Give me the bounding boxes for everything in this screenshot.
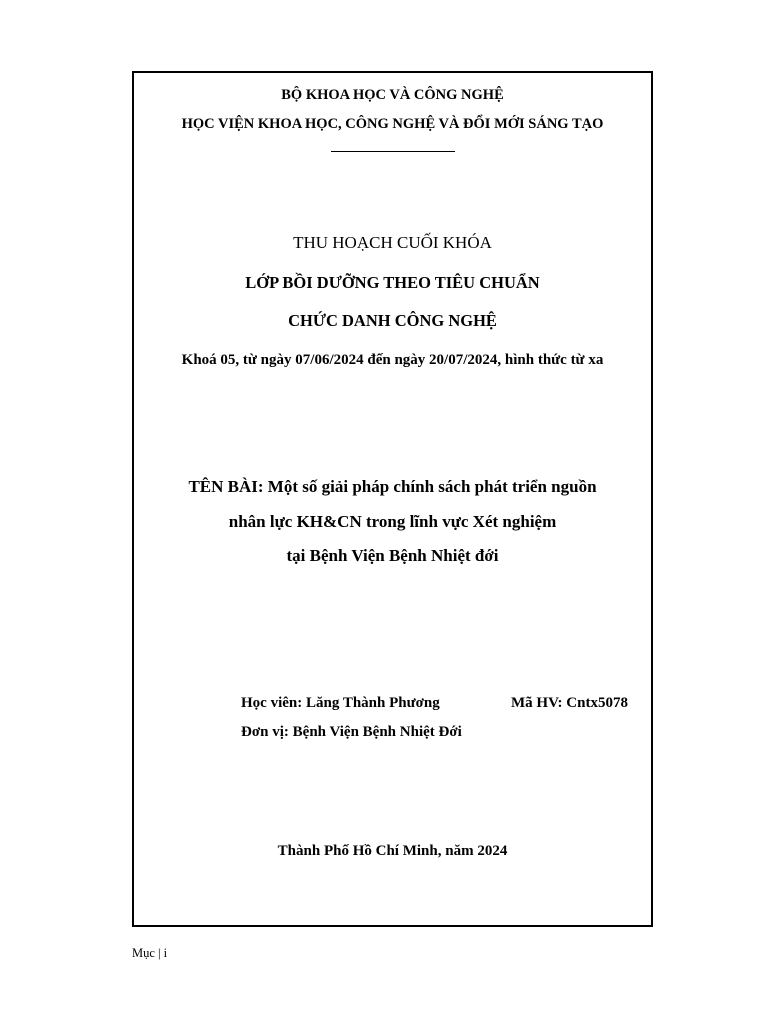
course-info: Khoá 05, từ ngày 07/06/2024 đến ngày 20/07/2024, hình thức từ xa [181,352,604,368]
report-title-line3: tại Bệnh Viện Bệnh Nhiệt đới [286,546,499,565]
student-unit-label: Đơn vị: [241,724,289,740]
student-unit-row [241,724,462,741]
student-unit: Bệnh Viện Bệnh Nhiệt Đới [292,724,462,740]
course-name-line1: LỚP BỒI DƯỠNG THEO TIÊU CHUẨN [245,273,540,292]
student-name-row [241,695,440,712]
student-name-label: Học viên: [241,695,303,711]
page-footer: Mục | i [132,946,168,960]
cover-page-border [132,71,653,927]
header-divider [331,151,455,152]
course-name-line2: CHỨC DANH CÔNG NGHỆ [288,311,497,330]
student-id-row [511,695,628,712]
student-id-label: Mã HV: [511,695,563,711]
student-id: Cntx5078 [566,695,628,711]
report-title-text: Một số giải pháp chính sách phát triển nguồn [267,477,597,496]
ministry-heading: BỘ KHOA HỌC VÀ CÔNG NGHỆ [281,87,504,103]
report-title-line1 [134,477,651,497]
report-type: THU HOẠCH CUỐI KHÓA [293,233,492,252]
report-title-line2: nhân lực KH&CN trong lĩnh vực Xét nghiệm [228,512,557,531]
academy-heading: HỌC VIỆN KHOA HỌC, CÔNG NGHỆ VÀ ĐỔI MỚI SÁNG TẠO [181,116,604,132]
student-name: Lăng Thành Phương [306,695,440,711]
report-title-label: TÊN BÀI: [188,477,264,496]
place-and-date: Thành Phố Hồ Chí Minh, năm 2024 [277,843,508,859]
